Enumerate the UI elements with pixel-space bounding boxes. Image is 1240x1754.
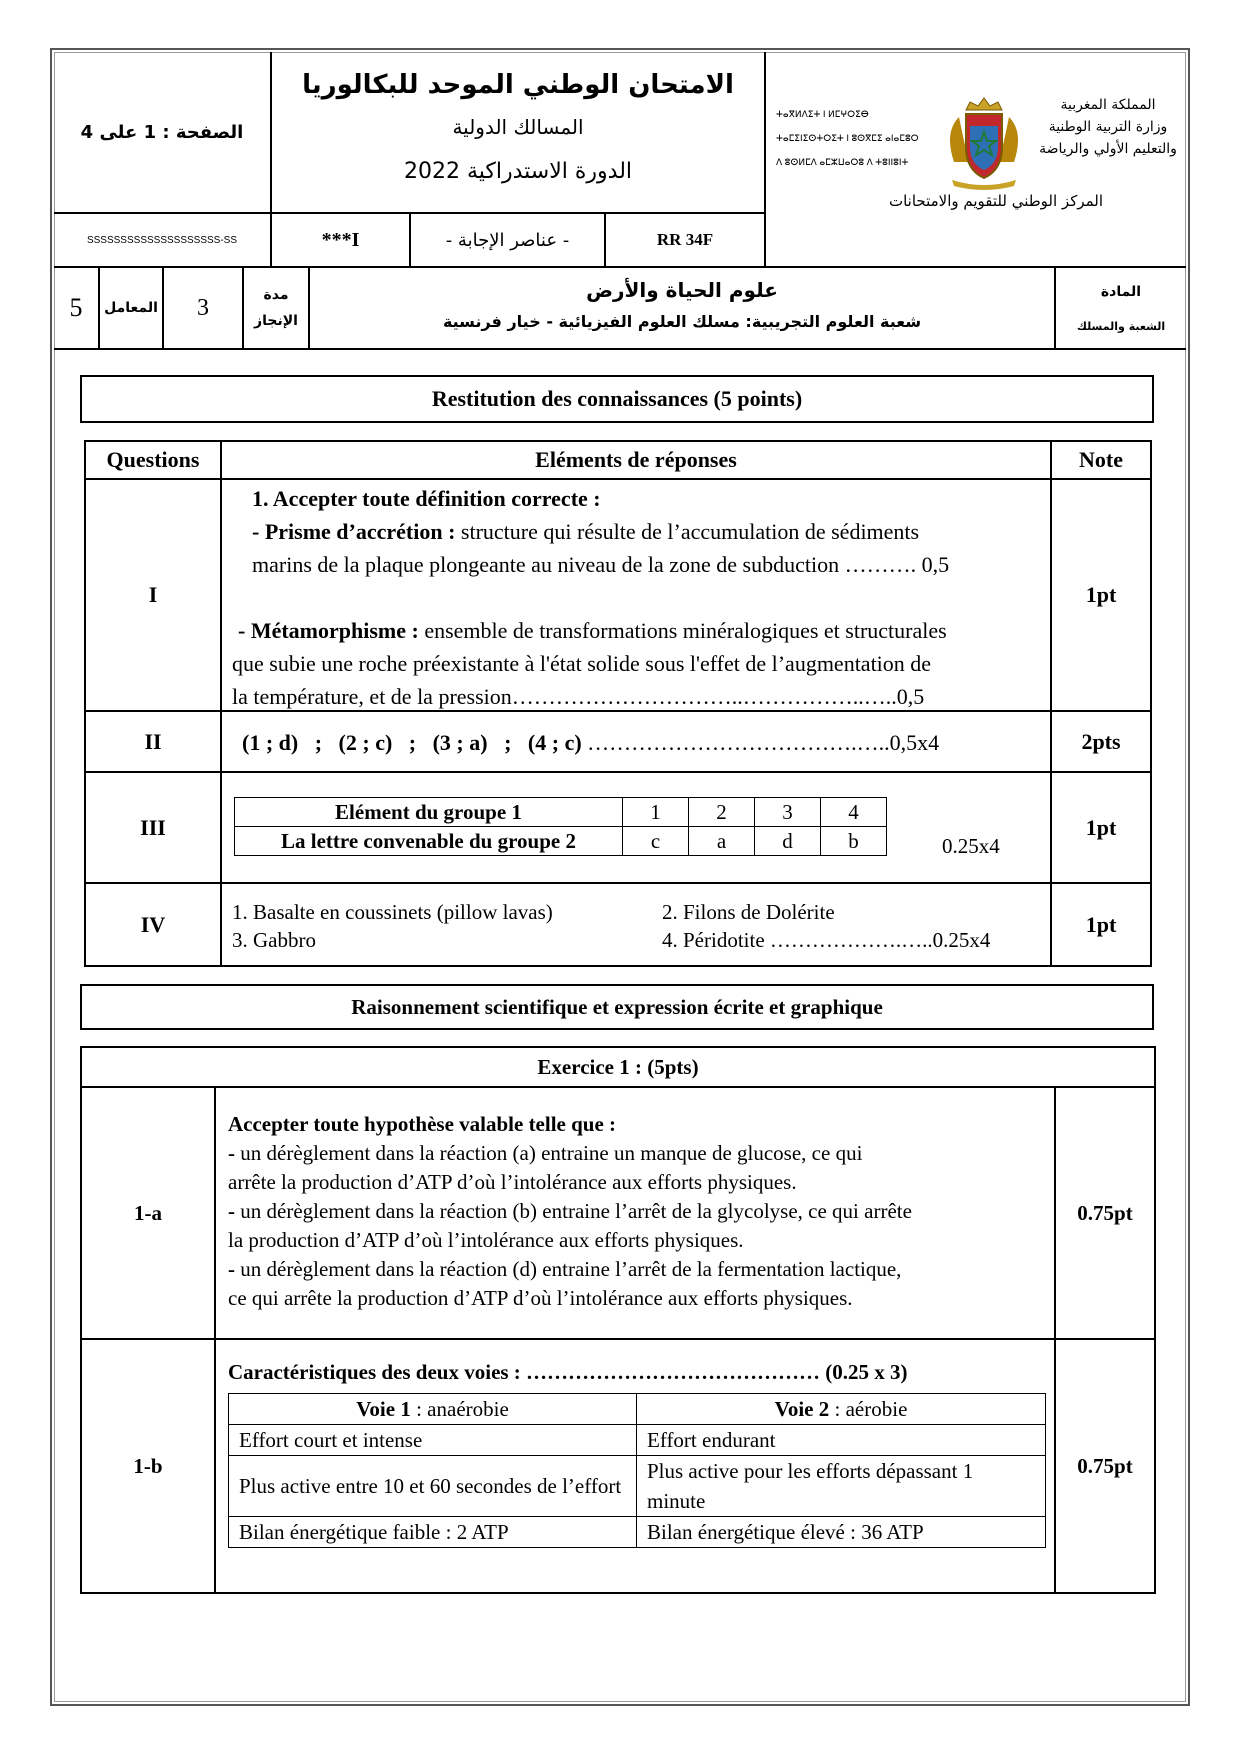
definition-line: que subie une roche préexistante à l'état solide sous l'effet de l’augmentation de [232,651,932,676]
note-value: 1pt [1085,814,1117,840]
ministry-tifinagh-line: ⵜⴰⴳⵍⴷⵉⵜ ⵏ ⵍⵎⵖⵔⵉⴱ [776,109,869,119]
hypothesis-text: la production d’ATP d’où l’intolérance aux efforts physiques. [228,1228,744,1252]
version-code: ***I [321,228,360,251]
moroccan-coat-of-arms-icon [934,92,1034,192]
duration-value: 3 [197,294,209,321]
col-questions: Questions [106,447,200,472]
pathway-cell: Effort court et intense [229,1425,637,1456]
matching-cell: 2 [689,798,755,827]
answer-elements-label: - عناصر الإجابة - [445,229,570,251]
note-value: 0.75pt [1077,1200,1133,1225]
col-note: Note [1079,447,1123,472]
pathway-cell: Bilan énergétique faible : 2 ATP [229,1517,637,1548]
question-label: IV [140,911,166,937]
hypothesis-text: un dérèglement dans la réaction (d) entraine l’arrêt de la fermentation lactique, [240,1257,902,1281]
answer-heading: Accepter toute hypothèse valable telle que : [228,1112,617,1136]
definition-line: la température, et de la pression…………………………..……………..…..0,5 [232,684,925,709]
bullet-dash: - [228,1199,241,1223]
hypothesis-list [228,1139,1050,1313]
ministry-tifinagh-line: ⴷ ⵓⵙⵍⵎⴷ ⴰⵎⵣⵡⴰⵔⵓ ⴷ ⵜⵓⵏⵏⵓⵏⵜ [776,157,909,167]
matching-cell: d [755,827,821,856]
pathway-cell: Bilan énergétique élevé : 36 ATP [637,1517,1046,1548]
answer-1a [228,1110,1050,1313]
hypothesis-text: un dérèglement dans la réaction (a) entraine un manque de glucose, ce qui [240,1141,863,1165]
pathway-type: : anaérobie [410,1397,509,1421]
question-label: 1-a [134,1200,162,1225]
matching-cell: a [689,827,755,856]
reference-code: RR 34F [656,230,714,249]
section2-title: Raisonnement scientifique et expression écrite et graphique [80,984,1154,1030]
hypothesis-line [228,1255,1050,1284]
score: ……………………………….…..0,5x4 [587,730,940,755]
matching-cell: 4 [821,798,887,827]
rock-item: 2. Filons de Dolérite [662,900,835,924]
pathway-name: Voie 2 [774,1397,830,1421]
ministry-line: المملكة المغربية [1060,97,1156,113]
definition-line [232,614,1044,647]
definition-line: marins de la plaque plongeante au niveau de la zone de subduction ………. 0,5 [252,552,950,577]
pathway-header [229,1394,637,1425]
hypothesis-line [228,1284,1050,1313]
pathway-cell: Plus active pour les efforts dépassant 1 minute [637,1456,1046,1517]
definition-term: - Métamorphisme : [238,618,419,643]
answer-q1 [232,482,1044,713]
ministry-block [766,52,1186,266]
matching-cell: 3 [755,798,821,827]
score: 0.25x4 [942,834,1000,858]
definition-text: ensemble de transformations minéralogiques et structurales [424,618,947,643]
branch-label: الشعبة والمسلك [1076,320,1166,333]
ministry-line: والتعليم الأولي والرياضة [1039,141,1177,157]
candidate-code: SSSSSSSSSSSSSSSSSSSS-SS [86,234,238,246]
definition-term: - Prisme d’accrétion : [252,519,456,544]
matching-cell: 1 [623,798,689,827]
answer-heading: 1. Accepter toute définition correcte : [252,486,601,511]
note-value: 2pts [1081,728,1121,754]
pathway-cell: Plus active entre 10 et 60 secondes de l’effort [229,1456,637,1517]
answer-q2 [242,726,1042,759]
bullet-dash: - [228,1257,241,1281]
exercise-title: Exercice 1 : (5pts) [537,1054,699,1079]
answer-heading: Caractéristiques des deux voies : …………………………………… (0.25 x 3) [228,1360,908,1384]
exam-tracks: المسالك الدولية [452,115,584,139]
question-label: 1-b [133,1453,163,1478]
hypothesis-line [228,1197,1050,1226]
section1-title: Restitution des connaissances (5 points) [80,375,1154,423]
evaluation-center: المركز الوطني للتقويم والامتحانات [888,192,1104,210]
definition-line [232,515,1044,548]
question-label: I [148,582,158,607]
bullet-dash: - [228,1141,241,1165]
note-value: 1pt [1085,582,1117,607]
matching-cell: c [623,827,689,856]
pairs: (1 ; d) ; (2 ; c) ; (3 ; a) ; (4 ; c) [242,730,582,755]
subject-title: علوم الحياة والأرض [586,278,778,302]
pathway-name: Voie 1 [356,1397,411,1421]
coefficient-value: 5 [69,293,83,322]
hypothesis-text: ce qui arrête la production d’ATP d’où l’intolérance aux efforts physiques. [228,1286,853,1310]
rock-item: 1. Basalte en coussinets (pillow lavas) [232,900,553,924]
matching-table [234,797,887,856]
hypothesis-line [228,1168,1050,1197]
question-label: III [140,814,166,840]
header [54,52,1186,354]
exam-title: الامتحان الوطني الموحد للبكالوريا [302,70,734,100]
pathways-table [228,1393,1046,1548]
note-value: 0.75pt [1077,1453,1133,1478]
section1-table [84,440,1152,967]
pathway-header [637,1394,1046,1425]
ministry-tifinagh-line: ⵜⴰⵎⵉⵏⵉⵙⵜⵔⵉⵜ ⵏ ⵓⵙⴳⵎⵉ ⴰⵏⴰⵎⵓⵔ [776,133,919,143]
rock-item: 3. Gabbro [232,928,316,952]
pathway-type: : aérobie [829,1397,908,1421]
coefficient-label: المعامل [104,300,158,316]
hypothesis-text: un dérèglement dans la réaction (b) entraine l’arrêt de la glycolyse, ce qui arrête [240,1199,912,1223]
rock-item: 4. Péridotite ……………….…..0.25x4 [662,928,991,952]
note-value: 1pt [1085,911,1117,937]
branch-title: شعبة العلوم التجريبية: مسلك العلوم الفيزيائية - خيار فرنسية [442,312,922,331]
exercise1-table [80,1046,1156,1594]
matching-row-label: La lettre convenable du groupe 2 [235,827,623,856]
hypothesis-text: arrête la production d’ATP d’où l’intolérance aux efforts physiques. [228,1170,797,1194]
page-number: الصفحة : 1 على 4 [80,121,244,143]
exam-session: الدورة الاستدراكية 2022 [403,158,633,184]
duration-label: مدة الإنجاز [254,287,298,329]
pathway-cell: Effort endurant [637,1425,1046,1456]
question-label: II [144,728,162,754]
matching-cell: b [821,827,887,856]
col-elements: Eléments de réponses [535,447,737,472]
hypothesis-line [228,1139,1050,1168]
ministry-line: وزارة التربية الوطنية [1048,119,1168,135]
subject-label: المادة [1100,284,1142,300]
hypothesis-line [228,1226,1050,1255]
matching-row-label: Elément du groupe 1 [235,798,623,827]
definition-text: structure qui résulte de l’accumulation de sédiments [460,519,920,544]
